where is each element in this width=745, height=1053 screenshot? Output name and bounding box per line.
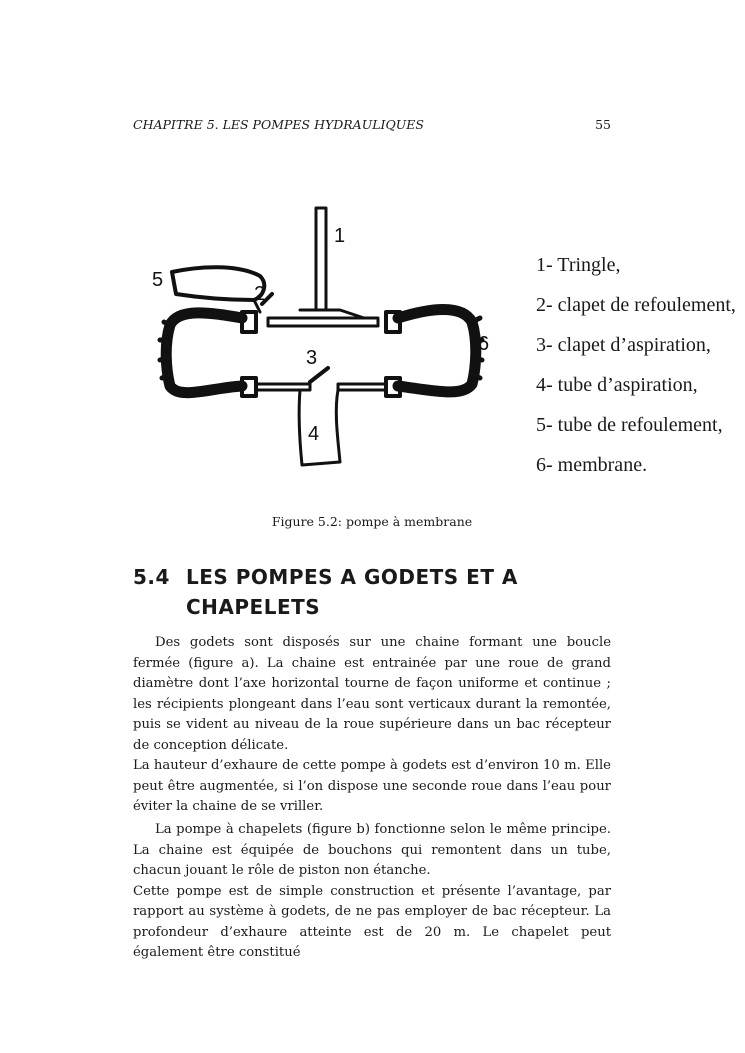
paragraph: La pompe à chapelets (figure b) fonctionne selon le même principe. La chaine est équipée de bouchons qui remontent dans un tube, chacun jouant le rôle de piston non étanche. <box>133 822 611 878</box>
legend-item: 4- tube d’aspiration, <box>536 374 698 396</box>
figure-label-1: 1 <box>334 225 346 247</box>
section-number: 5.4 <box>133 565 170 589</box>
figure-label-3: 3 <box>306 347 318 369</box>
figure-label-4: 4 <box>308 423 320 445</box>
page-number: 55 <box>595 117 611 132</box>
figure-label-6: 6 <box>478 333 490 355</box>
legend-item: 2- clapet de refoulement, <box>536 294 736 316</box>
running-header <box>133 117 611 132</box>
paragraph-group-chapelets <box>133 820 611 964</box>
paragraph: La hauteur d’exhaure de cette pompe à godets est d’environ 10 m. Elle peut être augmentée, si l’on dispose une seconde roue dans l’eau pour éviter la chaine de se vriller. <box>133 758 611 814</box>
legend-item: 3- clapet d’aspiration, <box>536 334 711 356</box>
paragraph-group-godets <box>133 633 611 818</box>
chapter-title: CHAPITRE 5. LES POMPES HYDRAULIQUES <box>133 117 424 132</box>
paragraph: Cette pompe est de simple construction et présente l’avantage, par rapport au système à godets, de ne pas employer de bac récepteur. La profondeur d’exhaure atteinte est de 20 m. Le chapelet peut également être constitué <box>133 883 611 960</box>
figure-label-2: 2 <box>254 283 266 305</box>
membrane-pump-drawing <box>150 200 495 475</box>
figure-caption: Figure 5.2: pompe à membrane <box>271 514 473 529</box>
figure-legend <box>536 245 745 485</box>
section-title: LES POMPES A GODETS ET A CHAPELETS <box>186 565 518 619</box>
figure-label-5: 5 <box>152 269 164 291</box>
legend-item: 6- membrane. <box>536 454 648 476</box>
paragraph: Des godets sont disposés sur une chaine formant une boucle fermée (figure a). La chaine est entrainée par une roue de grand diamètre dont l’axe horizontal tourne de façon uniforme et continue ; les récipients plongeant dans l’eau sont verticaux durant la remontée, puis se vident au niveau de la roue supérieure dans un bac récepteur de conception délicate. <box>133 635 611 753</box>
legend-item: 5- tube de refoulement, <box>536 414 723 436</box>
legend-item: 1- Tringle, <box>536 254 621 276</box>
section-heading <box>133 562 623 622</box>
